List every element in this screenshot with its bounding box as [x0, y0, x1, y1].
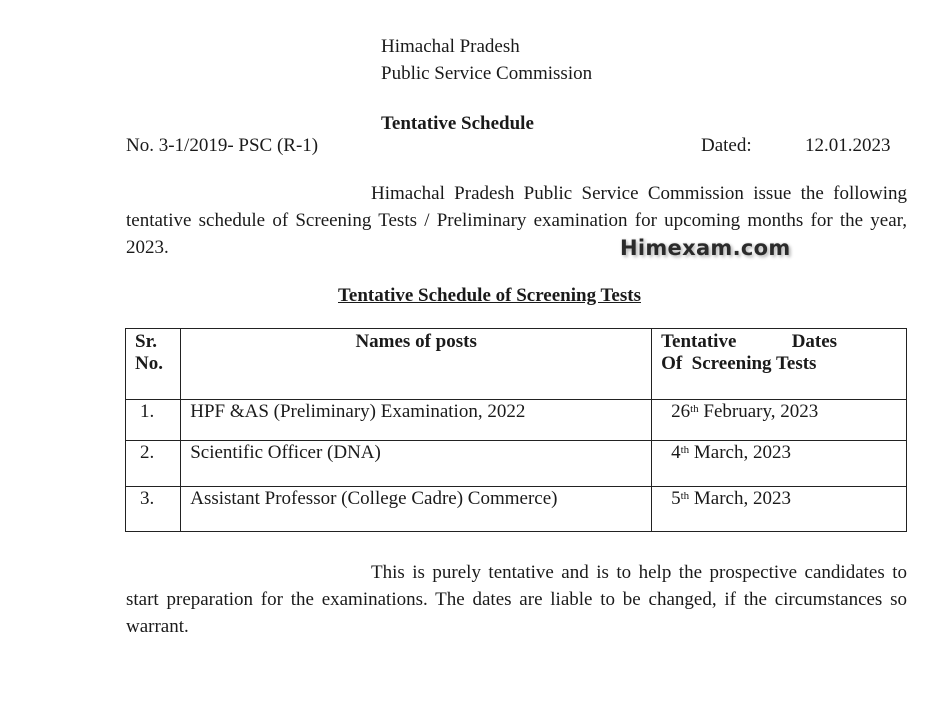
- table-row: [126, 487, 907, 532]
- row-sr: 2.: [126, 441, 181, 487]
- document-title: Tentative Schedule: [381, 113, 534, 134]
- reference-number: No. 3-1/2019- PSC (R-1): [126, 135, 319, 156]
- header-sr-no: Sr. No.: [126, 329, 181, 400]
- row-sr: 1.: [126, 400, 181, 441]
- intro-text: Himachal Pradesh Public Service Commission issue the following tentative schedule of Screening Tests / Preliminary examination for upcoming months for the year, 2023.: [126, 183, 907, 258]
- row-post: Assistant Professor (College Cadre) Commerce): [181, 487, 652, 532]
- schedule-table: [125, 328, 907, 532]
- table-header-row: [126, 329, 907, 400]
- dated-label: Dated:: [701, 135, 752, 156]
- section-title: Tentative Schedule of Screening Tests: [338, 285, 641, 306]
- header-posts: Names of posts: [181, 329, 652, 400]
- table-row: [126, 441, 907, 487]
- watermark-text: Himexam.com: [620, 236, 791, 260]
- row-date: 5th March, 2023: [652, 487, 907, 532]
- row-sr: 3.: [126, 487, 181, 532]
- table-row: [126, 400, 907, 441]
- footer-text: This is purely tentative and is to help the prospective candidates to start preparation for the examinations. The dates are liable to be changed, if the circumstances so warrant.: [126, 562, 907, 637]
- row-date: 4th March, 2023: [652, 441, 907, 487]
- footer-paragraph: [126, 559, 907, 640]
- header-dates: Tentative Dates Of Screening Tests: [652, 329, 907, 400]
- row-post: Scientific Officer (DNA): [181, 441, 652, 487]
- row-post: HPF &AS (Preliminary) Examination, 2022: [181, 400, 652, 441]
- org-name-line2: Public Service Commission: [381, 63, 593, 84]
- row-date: 26th February, 2023: [652, 400, 907, 441]
- org-name-line1: Himachal Pradesh: [381, 36, 520, 57]
- dated-value: 12.01.2023: [805, 135, 891, 156]
